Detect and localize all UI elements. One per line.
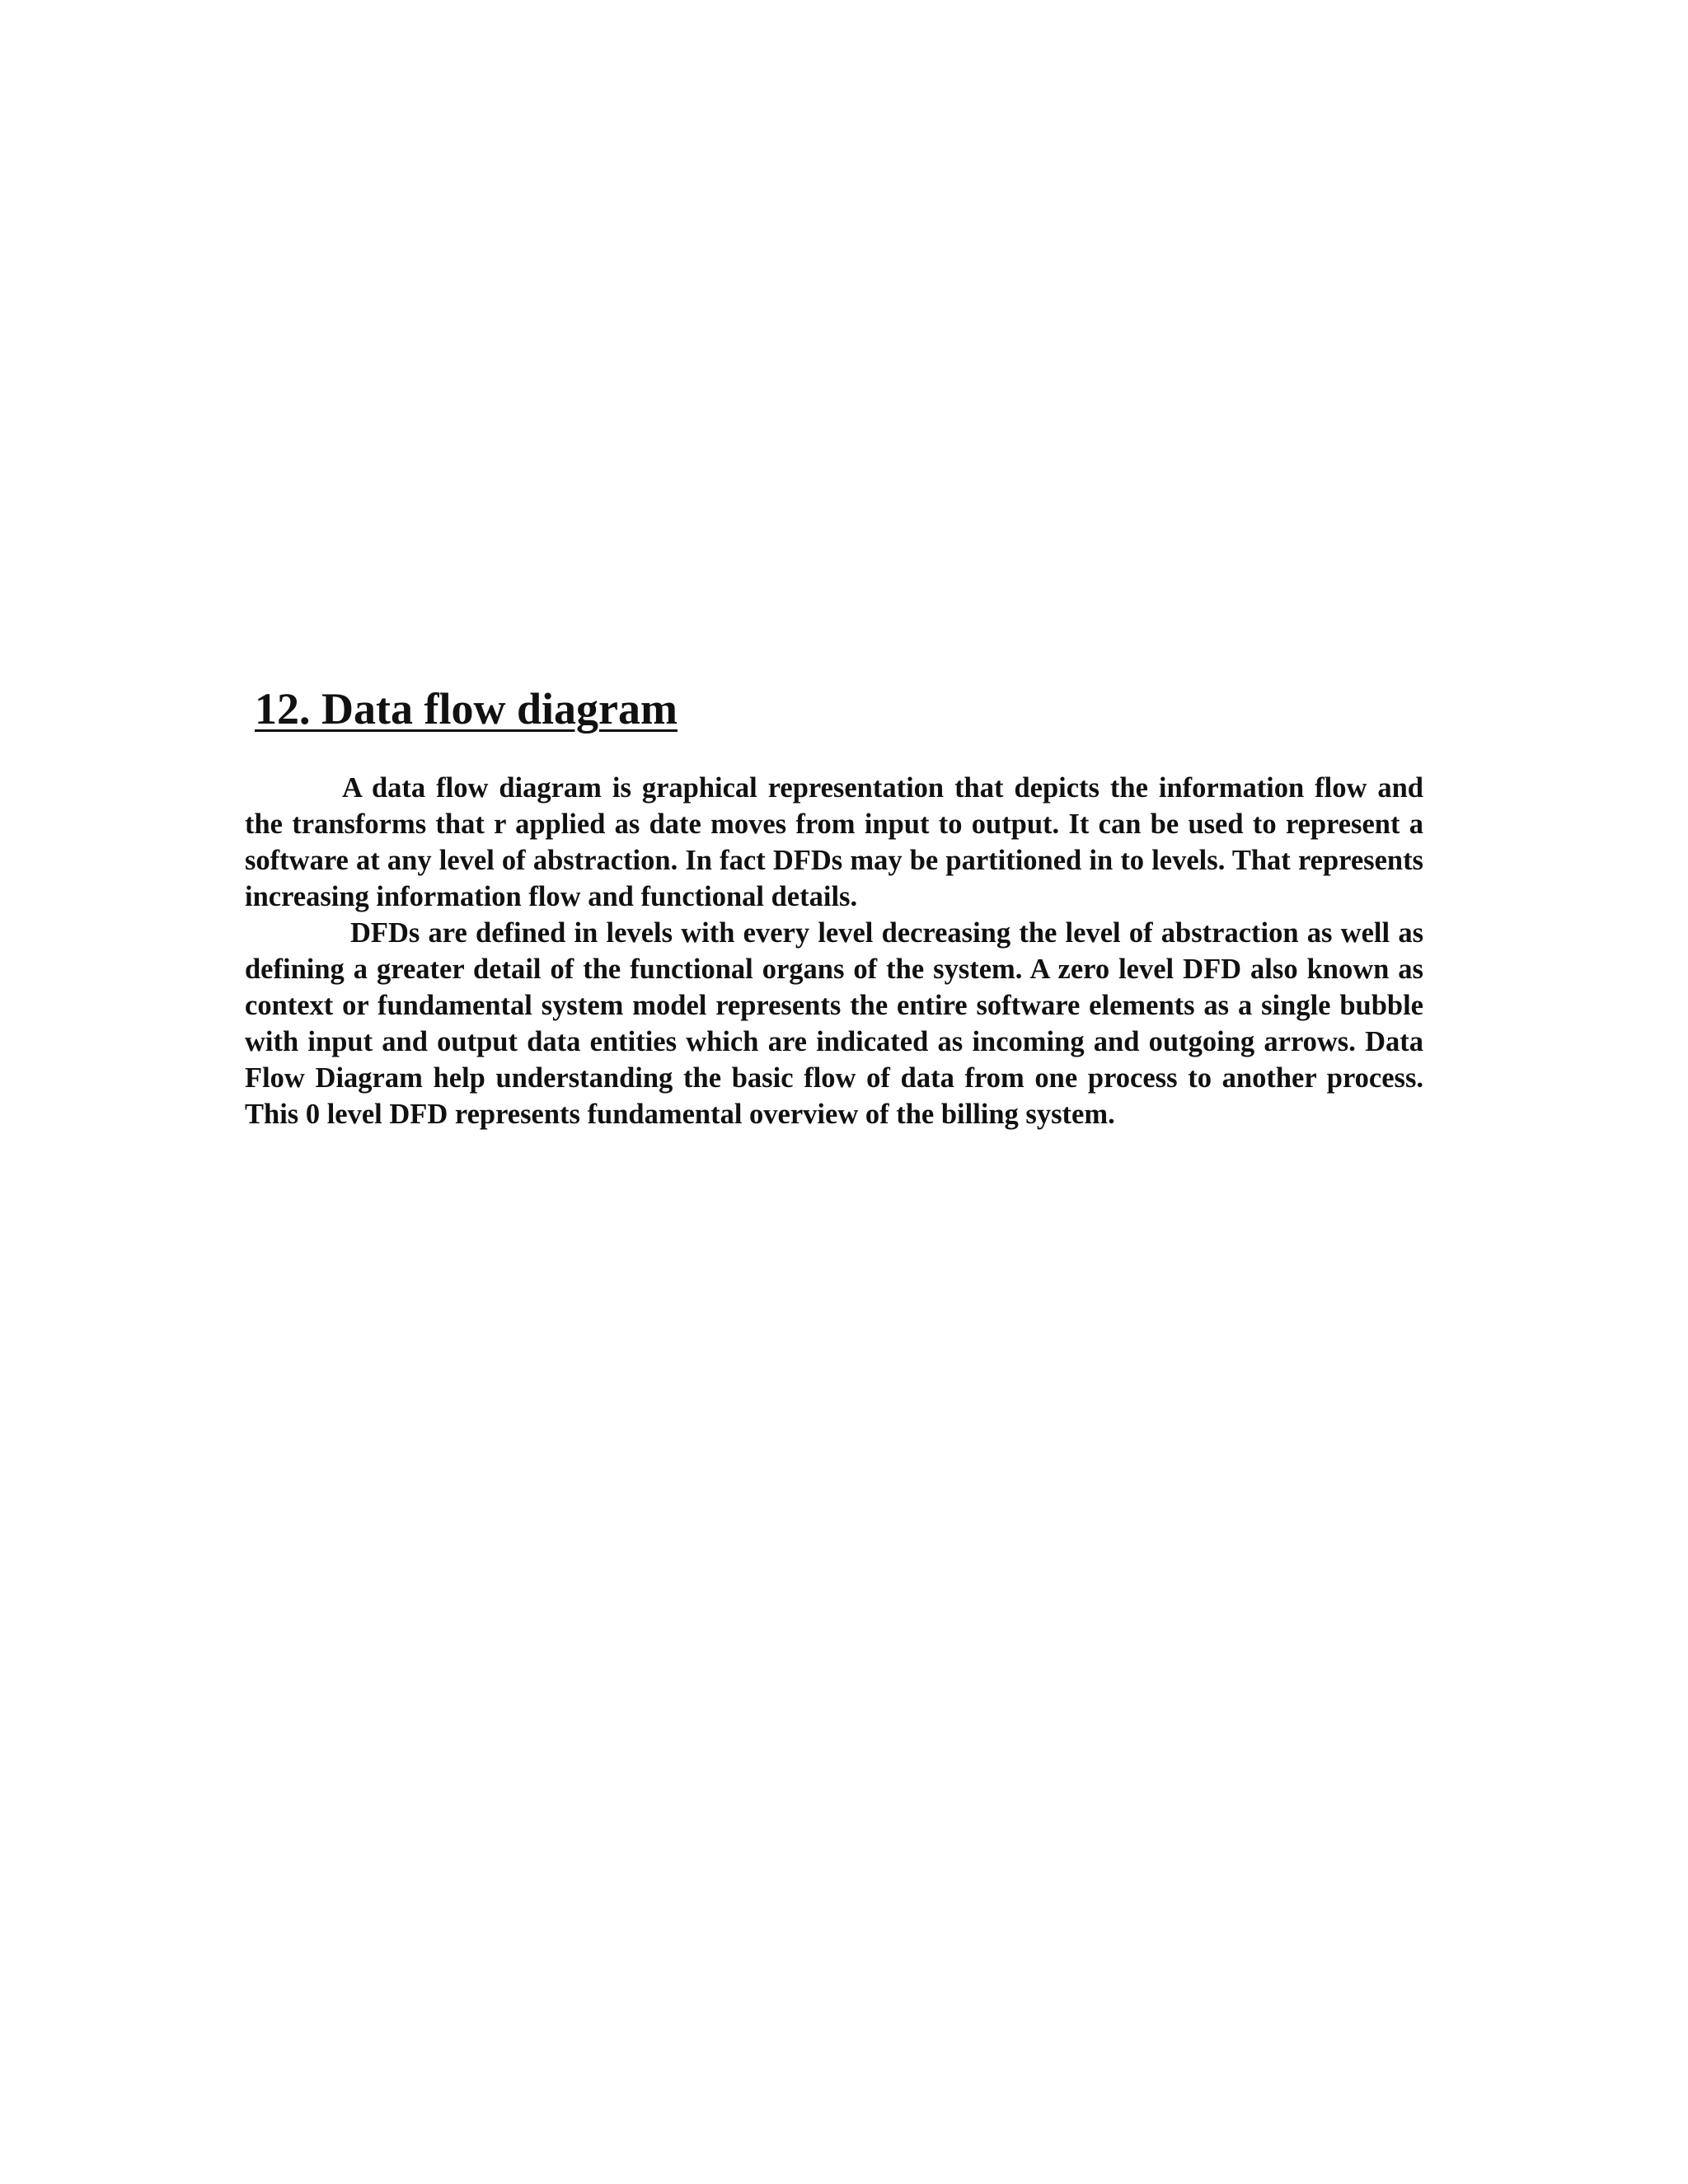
section-heading: 12. Data flow diagram (255, 684, 678, 733)
paragraph-dfd-levels: DFDs are defined in levels with every level decreasing the level of abstraction as well as defining a greater detail of the functional organs of the system. A zero level DFD also known as context or fundamental system model represents the entire software elements as a single bubble with input and output data entities which are indicated as incoming and outgoing arrows. Data Flow Diagram help understanding the basic flow of data from one process to another process. This 0 level DFD represents fundamental overview of the billing system. (245, 917, 1423, 1130)
paragraph-introduction: A data flow diagram is graphical representation that depicts the information flow and the transforms that r applied as date moves from input to output. It can be used to represent a software at any level of abstraction. In fact DFDs may be partitioned in to levels. That represents increasing information flow and functional details. (245, 772, 1423, 912)
